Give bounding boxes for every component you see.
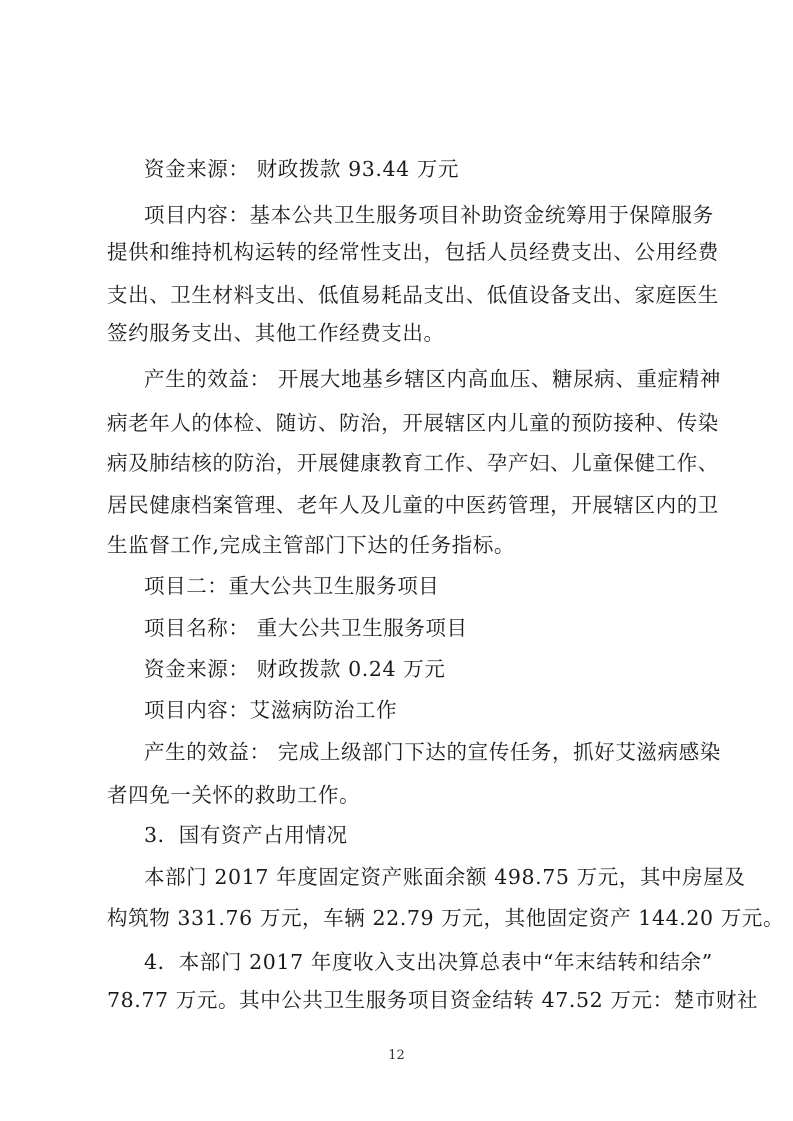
project-name-line: 项目名称： 重大公共卫生服务项目 xyxy=(144,616,468,640)
benefit-line-1: 产生的效益： 开展大地基乡辖区内高血压、糖尿病、重症精神 xyxy=(144,367,721,391)
section-4-line-2: 78.77 万元。其中公共卫生服务项目资金结转 47.52 万元：楚市财社 xyxy=(107,988,759,1012)
page-number: 12 xyxy=(388,1048,405,1063)
benefit-line-6: 产生的效益： 完成上级部门下达的宣传任务，抓好艾滋病感染 xyxy=(144,740,721,764)
section-4-line-1: 4．本部门 2017 年度收入支出决算总表中“年末结转和结余” xyxy=(144,950,713,974)
funding-source-line-1: 资金来源： 财政拨款 93.44 万元 xyxy=(144,157,460,181)
project-content-line-1: 项目内容：基本公共卫生服务项目补助资金统筹用于保障服务 xyxy=(144,203,714,227)
benefit-line-4: 居民健康档案管理、老年人及儿童的中医药管理，开展辖区内的卫 xyxy=(107,493,719,517)
assets-line-1: 本部门 2017 年度固定资产账面余额 498.75 万元，其中房屋及 xyxy=(144,865,746,889)
funding-source-line-2: 资金来源： 财政拨款 0.24 万元 xyxy=(144,657,446,681)
assets-line-2: 构筑物 331.76 万元，车辆 22.79 万元，其他固定资产 144.20 万元。 xyxy=(107,906,785,930)
benefit-line-5: 生监督工作,完成主管部门下达的任务指标。 xyxy=(107,533,516,557)
benefit-line-3: 病及肺结核的防治，开展健康教育工作、孕产妇、儿童保健工作、 xyxy=(107,451,719,475)
benefit-line-7: 者四免一关怀的救助工作。 xyxy=(107,783,361,807)
project-two-heading: 项目二：重大公共卫生服务项目 xyxy=(144,574,440,598)
project-content-line-3: 支出、卫生材料支出、低值易耗品支出、低值设备支出、家庭医生 xyxy=(107,283,719,307)
project-content-line-5: 项目内容：艾滋病防治工作 xyxy=(144,698,398,722)
project-content-line-4: 签约服务支出、其他工作经费支出。 xyxy=(107,321,445,345)
section-3-heading: 3．国有资产占用情况 xyxy=(144,823,348,847)
project-content-line-2: 提供和维持机构运转的经常性支出，包括人员经费支出、公用经费 xyxy=(107,240,719,264)
benefit-line-2: 病老年人的体检、随访、防治，开展辖区内儿童的预防接种、传染 xyxy=(107,411,719,435)
